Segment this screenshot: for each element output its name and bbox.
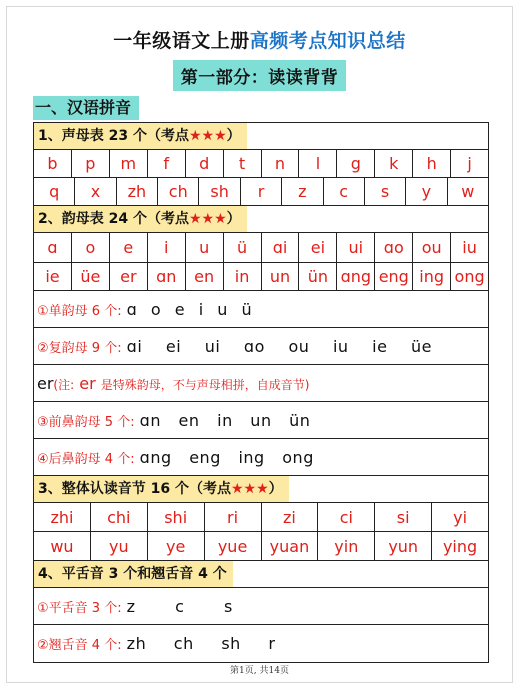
pinyin-table — [33, 122, 489, 663]
pinyin-cell: s — [365, 178, 406, 205]
finals-row-1 — [34, 233, 488, 263]
star-rating: ★★★ — [230, 481, 269, 497]
star-rating: ★★★ — [188, 211, 227, 227]
pinyin-cell: er — [110, 263, 148, 290]
pinyin-cell: p — [72, 150, 110, 177]
flat-tongue-value: z c s — [126, 597, 233, 616]
pinyin-cell: iu — [462, 238, 477, 257]
pinyin-cell: ɑng — [337, 263, 375, 290]
pinyin-cell: ɑi — [262, 233, 300, 262]
pinyin-cell: i — [148, 233, 186, 262]
subtitle-wrap — [0, 60, 519, 91]
er-note-line — [34, 365, 488, 402]
finals-label — [34, 206, 247, 232]
pinyin-cell: yin — [318, 532, 375, 560]
er-note-text: 是特殊韵母，不与声母相拼，自成音节) — [100, 378, 310, 392]
whole-syllables-label — [34, 476, 289, 502]
simple-finals-label: ①单韵母 6 个: — [37, 304, 122, 319]
pinyin-cell: c — [324, 178, 365, 205]
section-heading: 一、汉语拼音 — [33, 96, 139, 120]
pinyin-cell: yuan — [262, 532, 319, 560]
pinyin-cell: w — [461, 182, 475, 201]
whole-syllables-label-close: ） — [268, 481, 283, 497]
simple-finals-line — [34, 291, 488, 328]
pinyin-cell: ou — [413, 233, 451, 262]
back-nasal-line — [34, 439, 488, 476]
pinyin-cell: wu — [34, 532, 91, 560]
title-part-blue: 高频考点知识总结 — [249, 30, 406, 52]
simple-finals-value: ɑ o e i u ü — [126, 300, 253, 319]
back-nasal-value: ɑng eng ing ong — [139, 448, 314, 467]
pinyin-cell: e — [110, 233, 148, 262]
er-note-er: er — [79, 374, 96, 393]
finals-label-text: 2、韵母表 24 个（考点 — [38, 211, 189, 227]
initials-header — [34, 123, 488, 150]
front-nasal-line — [34, 402, 488, 439]
pinyin-cell: ci — [318, 503, 375, 531]
initials-label-text: 1、声母表 23 个（考点 — [38, 128, 189, 144]
pinyin-cell: ye — [148, 532, 205, 560]
pinyin-cell: ei — [299, 233, 337, 262]
pinyin-cell: r — [241, 178, 282, 205]
pinyin-cell: si — [375, 503, 432, 531]
initials-row-1 — [34, 150, 488, 178]
initials-label — [34, 123, 247, 149]
pinyin-cell: j — [467, 154, 472, 173]
whole-syllables-row-1 — [34, 503, 488, 532]
pinyin-cell: yun — [375, 532, 432, 560]
pinyin-cell: f — [148, 150, 186, 177]
pinyin-cell: yi — [453, 508, 468, 527]
title-part-black: 一年级语文上册 — [113, 30, 250, 52]
pinyin-cell: b — [34, 150, 72, 177]
pinyin-cell: q — [34, 178, 75, 205]
curled-tongue-label: ②翘舌音 4 个: — [37, 638, 122, 653]
curled-tongue-line — [34, 625, 488, 662]
pinyin-cell: ɑo — [375, 233, 413, 262]
front-nasal-label: ③前鼻韵母 5 个: — [37, 415, 135, 430]
er-final: er — [37, 374, 54, 393]
compound-finals-value: ɑi ei ui ɑo ou iu ie üe — [126, 337, 432, 356]
compound-finals-label: ②复韵母 9 个: — [37, 341, 122, 356]
pinyin-cell: yue — [205, 532, 262, 560]
back-nasal-label: ④后鼻韵母 4 个: — [37, 452, 135, 467]
page-title — [0, 26, 519, 53]
pinyin-cell: ɑn — [148, 263, 186, 290]
whole-syllables-label-text: 3、整体认读音节 16 个（考点 — [38, 481, 231, 497]
whole-syllables-header — [34, 476, 488, 503]
pinyin-cell: o — [72, 233, 110, 262]
pinyin-cell: u — [186, 233, 224, 262]
pinyin-cell: ong — [454, 267, 485, 286]
pinyin-cell: shi — [148, 503, 205, 531]
finals-header — [34, 206, 488, 233]
pinyin-cell: ying — [442, 537, 478, 556]
initials-row-2 — [34, 178, 488, 206]
pinyin-cell: yu — [91, 532, 148, 560]
pinyin-cell: y — [406, 178, 447, 205]
pinyin-cell: t — [224, 150, 262, 177]
flat-tongue-line — [34, 588, 488, 625]
er-note-open: (注: — [53, 378, 75, 392]
tongue-header — [34, 561, 488, 588]
pinyin-cell: sh — [199, 178, 240, 205]
pinyin-cell: en — [186, 263, 224, 290]
finals-row-2 — [34, 263, 488, 291]
pinyin-cell: üe — [72, 263, 110, 290]
pinyin-cell: n — [262, 150, 300, 177]
pinyin-cell: z — [282, 178, 323, 205]
pinyin-cell: un — [262, 263, 300, 290]
pinyin-cell: ün — [299, 263, 337, 290]
front-nasal-value: ɑn en in un ün — [139, 411, 311, 430]
pinyin-cell: in — [224, 263, 262, 290]
pinyin-cell: k — [375, 150, 413, 177]
page-footer: 第1页, 共14页 — [230, 666, 289, 676]
whole-syllables-row-2 — [34, 532, 488, 561]
pinyin-cell: zi — [262, 503, 319, 531]
tongue-label: 4、平舌音 3 个和翘舌音 4 个 — [34, 561, 233, 587]
pinyin-cell: ing — [413, 263, 451, 290]
star-rating: ★★★ — [188, 128, 227, 144]
finals-label-close: ） — [226, 211, 241, 227]
pinyin-cell: ch — [158, 178, 199, 205]
pinyin-cell: chi — [91, 503, 148, 531]
pinyin-cell: x — [75, 178, 116, 205]
pinyin-cell: m — [110, 150, 148, 177]
pinyin-cell: ie — [34, 263, 72, 290]
pinyin-cell: ri — [205, 503, 262, 531]
pinyin-cell: g — [337, 150, 375, 177]
page-subtitle: 第一部分：读读背背 — [173, 60, 347, 91]
pinyin-cell: ɑ — [34, 233, 72, 262]
pinyin-cell: h — [413, 150, 451, 177]
pinyin-cell: zh — [117, 178, 158, 205]
compound-finals-line — [34, 328, 488, 365]
pinyin-cell: eng — [375, 263, 413, 290]
initials-label-close: ） — [226, 128, 241, 144]
curled-tongue-value: zh ch sh r — [126, 634, 276, 653]
pinyin-cell: l — [299, 150, 337, 177]
pinyin-cell: ü — [224, 233, 262, 262]
pinyin-cell: zhi — [34, 503, 91, 531]
pinyin-cell: d — [186, 150, 224, 177]
pinyin-cell: ui — [337, 233, 375, 262]
flat-tongue-label: ①平舌音 3 个: — [37, 601, 122, 616]
